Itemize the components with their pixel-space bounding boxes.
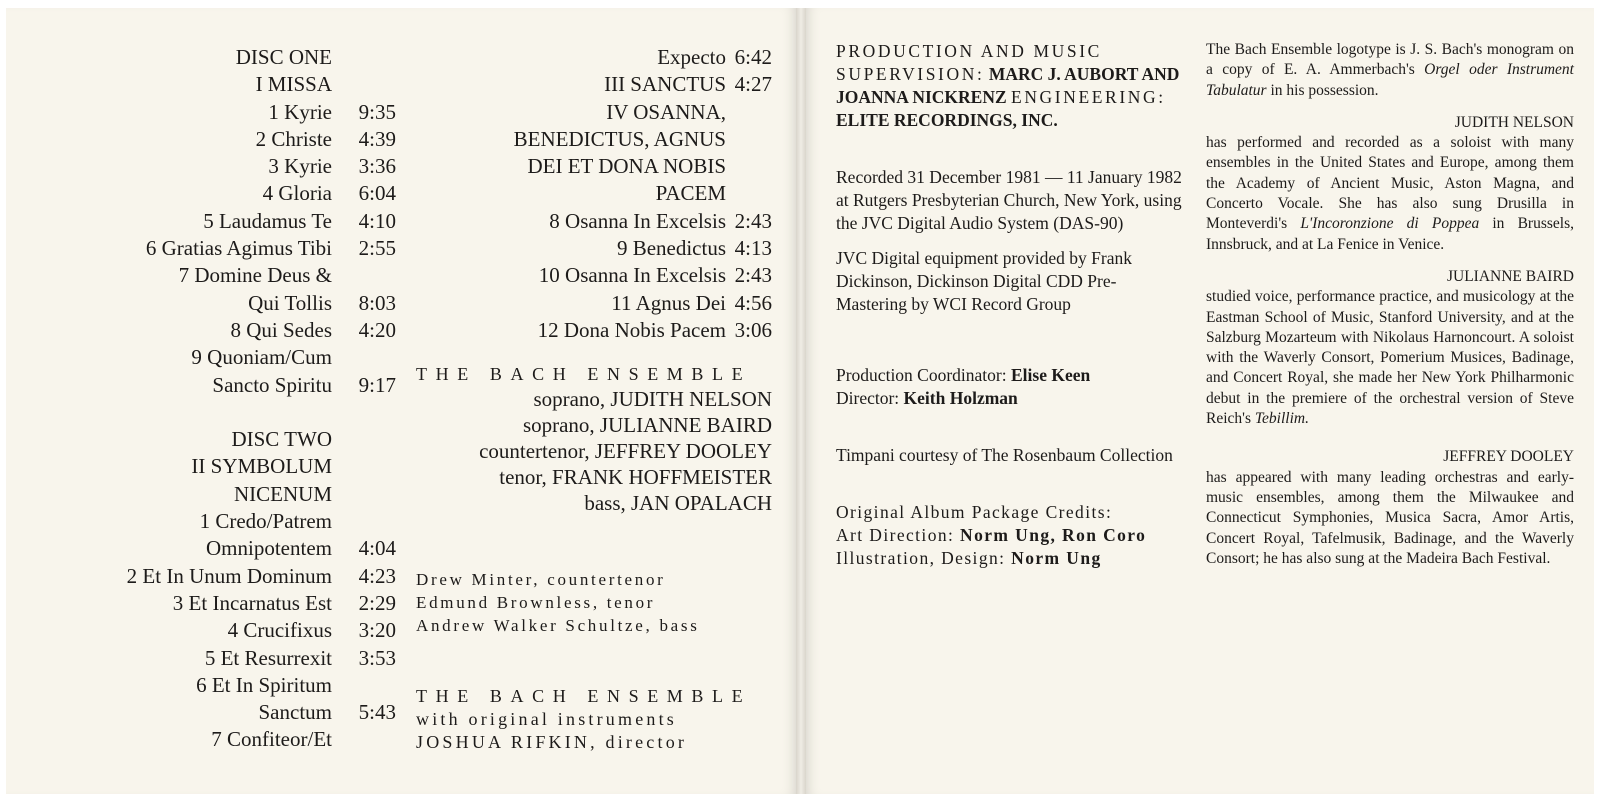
track-duration: 3:06 bbox=[734, 317, 772, 342]
tracklist-disc-two-cont bbox=[416, 44, 772, 344]
track-title: 5 Laudamus Te bbox=[203, 208, 332, 233]
illustration-name: Norm Ung bbox=[1011, 548, 1102, 568]
track-title: 8 Qui Sedes bbox=[230, 317, 332, 342]
illustration-label: Illustration, Design: bbox=[836, 548, 1006, 568]
logotype-note bbox=[1206, 40, 1574, 101]
recording-info: Recorded 31 December 1981 — 11 January 1982 at Rutgers Presbyterian Church, New York, using the JVC Digital Audio System (DAS-90) bbox=[836, 167, 1182, 233]
ensemble-members bbox=[416, 386, 772, 516]
performer-bios bbox=[1206, 40, 1574, 569]
logotype-text-end: in his possession. bbox=[1266, 81, 1379, 99]
track-row bbox=[40, 453, 396, 480]
track-duration: 6:04 bbox=[358, 181, 396, 206]
track-duration: 3:36 bbox=[358, 154, 396, 179]
track-row bbox=[40, 699, 396, 726]
track-title: BENEDICTUS, AGNUS bbox=[513, 126, 726, 151]
coordinator-credit bbox=[836, 364, 1182, 410]
dooley-bio: has appeared with many leading orchestras and early-music ensembles, among them the Milwaukee and Connecticut Symphonies, Musica Sacra, Amor Artis, Concert Royal, Tafelmusik, Badinage, and the Waverly Consort; he has also sung at the Madeira Bach Festival. bbox=[1206, 468, 1574, 567]
additional-singer: Andrew Walker Schultze, bass bbox=[416, 616, 700, 636]
track-title: 8 Osanna In Excelsis bbox=[549, 208, 726, 233]
production-names: MARC J. AUBORT AND JOANNA NICKRENZ bbox=[836, 64, 1180, 107]
nelson-bio-title: L'Incoronzione di Poppea bbox=[1300, 215, 1480, 233]
track-title: 11 Agnus Dei bbox=[611, 290, 726, 315]
tracklist-column-2 bbox=[416, 44, 772, 754]
baird-bio bbox=[1206, 287, 1574, 429]
track-row bbox=[40, 645, 396, 672]
track-row bbox=[40, 180, 396, 207]
track-title: I MISSA bbox=[255, 72, 332, 97]
director-line: JOSHUA RIFKIN, director bbox=[416, 732, 688, 753]
track-title: 7 Confiteor/Et bbox=[211, 727, 332, 752]
track-row bbox=[40, 99, 396, 126]
track-title: NICENUM bbox=[234, 481, 332, 506]
additional-singers bbox=[416, 568, 772, 637]
page-gutter bbox=[796, 8, 806, 794]
track-row bbox=[40, 235, 396, 262]
track-row bbox=[40, 535, 396, 562]
track-title: 9 Benedictus bbox=[616, 236, 726, 261]
baird-bio-title: Tebillim. bbox=[1254, 410, 1309, 428]
track-row bbox=[40, 208, 396, 235]
track-row bbox=[40, 262, 396, 289]
ensemble-member: countertenor, JEFFREY DOOLEY bbox=[479, 439, 772, 464]
track-duration: 8:03 bbox=[358, 290, 396, 315]
track-row bbox=[40, 71, 396, 98]
track-row bbox=[416, 235, 772, 262]
track-duration: 2:55 bbox=[358, 236, 396, 261]
nelson-bio bbox=[1206, 133, 1574, 255]
track-duration: 4:56 bbox=[734, 290, 772, 315]
orig-ensemble-title: THE BACH ENSEMBLE bbox=[416, 686, 752, 707]
additional-singer: Edmund Brownless, tenor bbox=[416, 593, 656, 613]
engineering-name: ELITE RECORDINGS, INC. bbox=[836, 110, 1058, 130]
production-credit bbox=[836, 40, 1182, 132]
track-spacer bbox=[40, 399, 396, 426]
track-title: IV OSANNA, bbox=[606, 99, 726, 124]
track-row bbox=[416, 71, 772, 98]
track-duration: 6:42 bbox=[734, 45, 772, 69]
track-title: DISC ONE bbox=[235, 45, 332, 69]
director-name: Keith Holzman bbox=[903, 388, 1018, 408]
track-row bbox=[416, 180, 772, 207]
director-label: Director: bbox=[836, 388, 900, 408]
track-title: 6 Gratias Agimus Tibi bbox=[145, 236, 332, 261]
track-row bbox=[40, 590, 396, 617]
coordinator-name: Elise Keen bbox=[1010, 365, 1091, 385]
track-title: Omnipotentem bbox=[206, 536, 332, 561]
ensemble-member: tenor, FRANK HOFFMEISTER bbox=[499, 465, 772, 490]
production-credits bbox=[836, 40, 1182, 570]
track-row bbox=[40, 426, 396, 453]
art-direction-names: Norm Ung, Ron Coro bbox=[960, 525, 1147, 545]
logotype-text: The Bach Ensemble logotype is J. S. Bach's monogram on a copy of E. A. Ammerbach's bbox=[1206, 41, 1574, 79]
track-title: III SANCTUS bbox=[604, 72, 726, 97]
track-row bbox=[416, 99, 772, 126]
baird-bio-text: studied voice, performance practice, and musicology at the Eastman School of Music, Stanford University, and at the Salzburg Mozarteum with Nikolaus Harnoncourt. A soloist with the Waverly Consort, Pomerium Musices, Badinage, and Concert Royal, she made her New York Philharmonic debut in the premiere of the orchestral version of Steve Reich's bbox=[1206, 288, 1574, 428]
nelson-bio-text: has performed and recorded as a soloist with many ensembles in the United States and Europe, among them the Academy of Ancient Music, Aston Magna, and Concerto Vocale. She has also sung Drusilla in Monteverdi's bbox=[1206, 134, 1574, 233]
track-title: DEI ET DONA NOBIS bbox=[527, 154, 726, 179]
track-title: 3 Et Incarnatus Est bbox=[172, 590, 332, 615]
track-duration: 4:10 bbox=[358, 208, 396, 233]
track-duration: 3:53 bbox=[358, 645, 396, 670]
track-title: 1 Credo/Patrem bbox=[199, 509, 332, 534]
ensemble-title: THE BACH ENSEMBLE bbox=[416, 364, 752, 385]
ensemble-member: bass, JAN OPALACH bbox=[584, 491, 772, 516]
track-duration: 9:17 bbox=[358, 372, 396, 397]
track-row bbox=[40, 372, 396, 399]
track-title: 4 Gloria bbox=[262, 181, 332, 206]
track-row bbox=[40, 153, 396, 180]
logotype-title: Orgel oder Instrument Tabulatur bbox=[1206, 61, 1574, 99]
track-title: 10 Osanna In Excelsis bbox=[538, 263, 726, 288]
track-title: Sancto Spiritu bbox=[212, 372, 332, 397]
track-title: 9 Quoniam/Cum bbox=[191, 345, 332, 370]
track-row bbox=[40, 44, 396, 71]
track-row bbox=[40, 317, 396, 344]
track-title: 7 Domine Deus & bbox=[178, 263, 332, 288]
track-row bbox=[416, 290, 772, 317]
track-title: 4 Crucifixus bbox=[227, 618, 332, 643]
track-title: Expecto bbox=[657, 45, 726, 69]
track-title: 2 Christe bbox=[255, 126, 332, 151]
track-row bbox=[40, 290, 396, 317]
additional-singer: Drew Minter, countertenor bbox=[416, 570, 666, 590]
track-duration: 9:35 bbox=[358, 99, 396, 124]
album-package-credits bbox=[836, 501, 1182, 570]
track-duration: 2:43 bbox=[734, 263, 772, 288]
track-row bbox=[40, 563, 396, 590]
timpani-credit: Timpani courtesy of The Rosenbaum Collection bbox=[836, 445, 1173, 465]
track-title: II SYMBOLUM bbox=[191, 454, 332, 479]
track-row bbox=[40, 481, 396, 508]
track-row bbox=[40, 126, 396, 153]
track-row bbox=[40, 726, 396, 753]
track-duration: 4:27 bbox=[734, 72, 772, 97]
original-credits-label: Original Album Package Credits: bbox=[836, 502, 1113, 522]
track-row bbox=[416, 317, 772, 344]
track-duration: 4:23 bbox=[358, 563, 396, 588]
track-title: DISC TWO bbox=[231, 427, 332, 452]
tracklist-column-1 bbox=[40, 44, 396, 754]
ensemble-member: soprano, JULIANNE BAIRD bbox=[522, 413, 772, 438]
track-row bbox=[40, 508, 396, 535]
track-title: 6 Et In Spiritum bbox=[196, 672, 332, 697]
ensemble-member: soprano, JUDITH NELSON bbox=[533, 387, 772, 412]
track-duration: 2:29 bbox=[358, 590, 396, 615]
track-duration: 4:39 bbox=[358, 126, 396, 151]
track-row bbox=[416, 44, 772, 71]
track-row bbox=[40, 617, 396, 644]
track-row bbox=[40, 344, 396, 371]
track-title: 5 Et Resurrexit bbox=[204, 645, 332, 670]
track-duration: 4:04 bbox=[358, 536, 396, 561]
track-title: 1 Kyrie bbox=[268, 99, 332, 124]
jvc-credit: JVC Digital equipment provided by Frank Dickinson, Dickinson Digital CDD Pre-Mastering by WCI Record Group bbox=[836, 248, 1133, 314]
production-label: PRODUCTION AND MUSIC SUPERVISION: bbox=[836, 41, 1102, 84]
track-row bbox=[416, 126, 772, 153]
track-title: 3 Kyrie bbox=[268, 154, 332, 179]
track-row bbox=[416, 208, 772, 235]
baird-heading: JULIANNE BAIRD bbox=[1446, 267, 1574, 285]
coordinator-label: Production Coordinator: bbox=[836, 365, 1007, 385]
track-row bbox=[40, 672, 396, 699]
nelson-bio-text-end: in Brussels, Innsbruck, and at La Fenice in Venice. bbox=[1206, 215, 1574, 253]
track-title: Sanctum bbox=[258, 700, 332, 725]
orig-instruments-line: with original instruments bbox=[416, 709, 677, 730]
track-row bbox=[416, 153, 772, 180]
track-duration: 2:43 bbox=[734, 208, 772, 233]
track-duration: 5:43 bbox=[358, 700, 396, 725]
track-title: PACEM bbox=[655, 181, 726, 206]
engineering-label: ENGINEERING: bbox=[1011, 87, 1166, 107]
art-direction-label: Art Direction: bbox=[836, 525, 955, 545]
dooley-heading: JEFFREY DOOLEY bbox=[1443, 448, 1574, 466]
track-duration: 4:13 bbox=[734, 236, 772, 261]
track-row bbox=[416, 262, 772, 289]
track-title: 12 Dona Nobis Pacem bbox=[537, 317, 726, 342]
track-title: 2 Et In Unum Dominum bbox=[126, 563, 332, 588]
track-duration: 3:20 bbox=[358, 618, 396, 643]
track-duration: 4:20 bbox=[358, 317, 396, 342]
track-title: Qui Tollis bbox=[248, 290, 332, 315]
nelson-heading: JUDITH NELSON bbox=[1454, 113, 1574, 131]
